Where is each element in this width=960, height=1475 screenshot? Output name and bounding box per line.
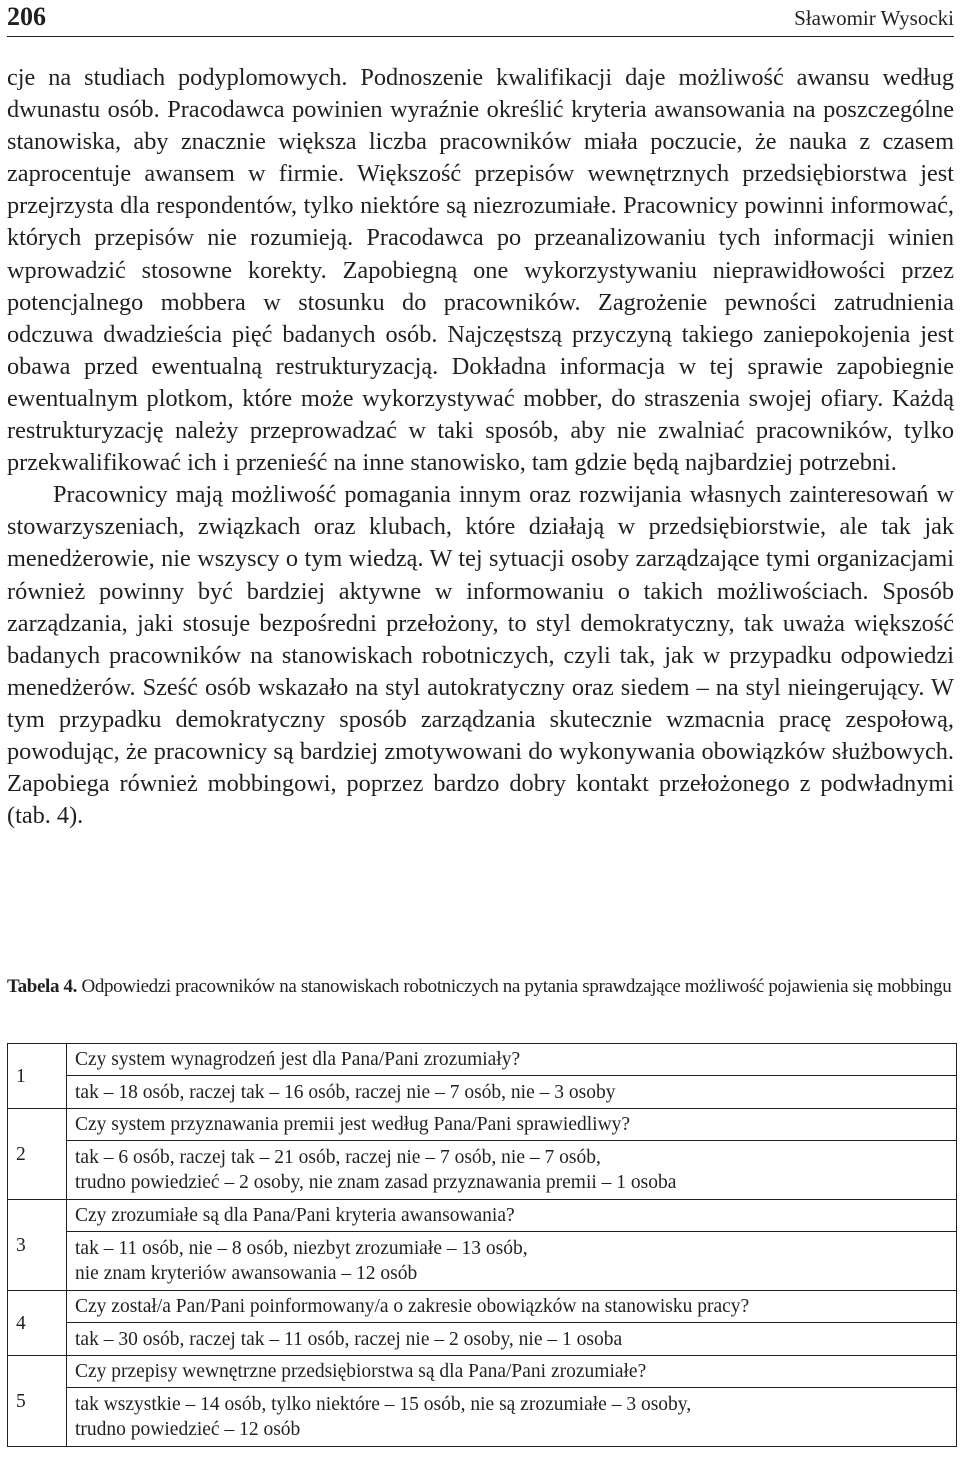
question-cell: Czy zrozumiałe są dla Pana/Pani kryteria awansowania?: [67, 1200, 957, 1232]
main-text: [7, 62, 954, 832]
table-row: [8, 1232, 957, 1291]
table-title: Odpowiedzi pracowników na stanowiskach robotniczych na pytania sprawdzające możliwość pojawienia się mobbingu: [77, 976, 952, 997]
table-row: [8, 1109, 957, 1141]
answer-line: trudno powiedzieć – 2 osoby, nie znam zasad przyznawania premii – 1 osoba: [75, 1172, 677, 1193]
table-row: [8, 1076, 957, 1109]
table-row: [8, 1044, 957, 1076]
answer-line: trudno powiedzieć – 12 osób: [75, 1419, 301, 1440]
answer-line: tak – 6 osób, raczej tak – 21 osób, raczej nie – 7 osób, nie – 7 osób,: [75, 1147, 601, 1168]
row-number: 5: [8, 1356, 67, 1447]
answer-line: tak wszystkie – 14 osób, tylko niektóre – 15 osób, nie są zrozumiałe – 3 osoby,: [75, 1394, 692, 1415]
answer-cell: [67, 1323, 957, 1356]
answer-cell: [67, 1141, 957, 1200]
answer-cell: [67, 1388, 957, 1447]
row-number: 4: [8, 1291, 67, 1356]
paragraph-1: cje na studiach podyplomowych. Podnoszenie kwalifikacji daje możliwość awansu według dwunastu osób. Pracodawca powinien wyraźnie określić kryteria awansowania na poszczególne stanowiska, aby znacznie większa liczba pracowników miała poczucie, że nauka z czasem zaprocentuje awansem w firmie. Większość przepisów wewnętrznych przedsiębiorstwa jest przejrzysta dla respondentów, tylko niektóre są niezrozumiałe. Pracownicy powinni informować, których przepisów nie rozumieją. Pracodawca po przeanalizowaniu tych informacji winien wprowadzić stosowne korekty. Zapobiegną one wykorzystywaniu nieprawidłowości przez potencjalnego mobbera w stosunku do pracowników. Zagrożenie pewności zatrudnienia odczuwa dwadzieścia pięć badanych osób. Najczęstszą przyczyną takiego zaniepokojenia jest obawa przed ewentualną restrukturyzacją. Dokładna informacja w tej sprawie zapobiegnie ewentualnym plotkom, które może wykorzystywać mobber, do straszenia swojej ofiary. Każdą restrukturyzację należy przeprowadzać w taki sposób, aby nie zwalniać pracowników, tylko przekwalifikować ich i przenieść na inne stanowisko, tam gdzie będą najbardziej potrzebni.: [7, 64, 954, 477]
table-row: [8, 1323, 957, 1356]
answer-line: tak – 30 osób, raczej tak – 11 osób, raczej nie – 2 osoby, nie – 1 osoba: [75, 1328, 623, 1350]
row-number: 1: [8, 1044, 67, 1109]
table-row: [8, 1388, 957, 1447]
answer-cell: [67, 1076, 957, 1109]
question-cell: Czy przepisy wewnętrzne przedsiębiorstwa są dla Pana/Pani zrozumiałe?: [67, 1356, 957, 1388]
question-cell: Czy system wynagrodzeń jest dla Pana/Pani zrozumiały?: [67, 1044, 957, 1076]
answer-cell: [67, 1232, 957, 1291]
answer-line: tak – 11 osób, nie – 8 osób, niezbyt zrozumiałe – 13 osób,: [75, 1238, 528, 1259]
row-number: 2: [8, 1109, 67, 1200]
author-name: Sławomir Wysocki: [794, 6, 954, 30]
table-row: [8, 1200, 957, 1232]
answer-line: tak – 18 osób, raczej tak – 16 osób, raczej nie – 7 osób, nie – 3 osoby: [75, 1081, 616, 1103]
row-number: 3: [8, 1200, 67, 1291]
table-row: [8, 1141, 957, 1200]
table-label: Tabela 4.: [7, 976, 78, 997]
table-caption: [7, 971, 954, 1003]
paragraph-2: Pracownicy mają możliwość pomagania innym oraz rozwijania własnych zainteresowań w stowarzyszeniach, związkach oraz klubach, które działają w przedsiębiorstwie, ale tak jak menedżerowie, nie wszyscy o tym wiedzą. W tej sytuacji osoby zarządzające tymi organizacjami również powinny być bardziej aktywne w informowaniu o takich możliwościach. Sposób zarządzania, jaki stosuje bezpośredni przełożony, to styl demokratyczny, tak uważa większość badanych pracowników na stanowiskach robotniczych, czyli tak, jak w przypadku odpowiedzi menedżerów. Sześć osób wskazało na styl autokratyczny oraz siedem – na styl nieingerujący. W tym przypadku demokratyczny sposób zarządzania skutecznie wzmacnia pracę zespołową, powodując, że pracownicy są bardziej zmotywowani do wykonywania obowiązków służbowych. Zapobiega również mobbingowi, poprzez bardzo dobry kontakt przełożonego z podwładnymi (tab. 4).: [7, 481, 954, 830]
survey-table: [7, 1043, 957, 1447]
answer-line: nie znam kryteriów awansowania – 12 osób: [75, 1263, 418, 1284]
table-row: [8, 1356, 957, 1388]
question-cell: Czy został/a Pan/Pani poinformowany/a o zakresie obowiązków na stanowisku pracy?: [67, 1291, 957, 1323]
running-header: [7, 0, 954, 37]
question-cell: Czy system przyznawania premii jest według Pana/Pani sprawiedliwy?: [67, 1109, 957, 1141]
table-row: [8, 1291, 957, 1323]
page-number: 206: [7, 2, 46, 31]
